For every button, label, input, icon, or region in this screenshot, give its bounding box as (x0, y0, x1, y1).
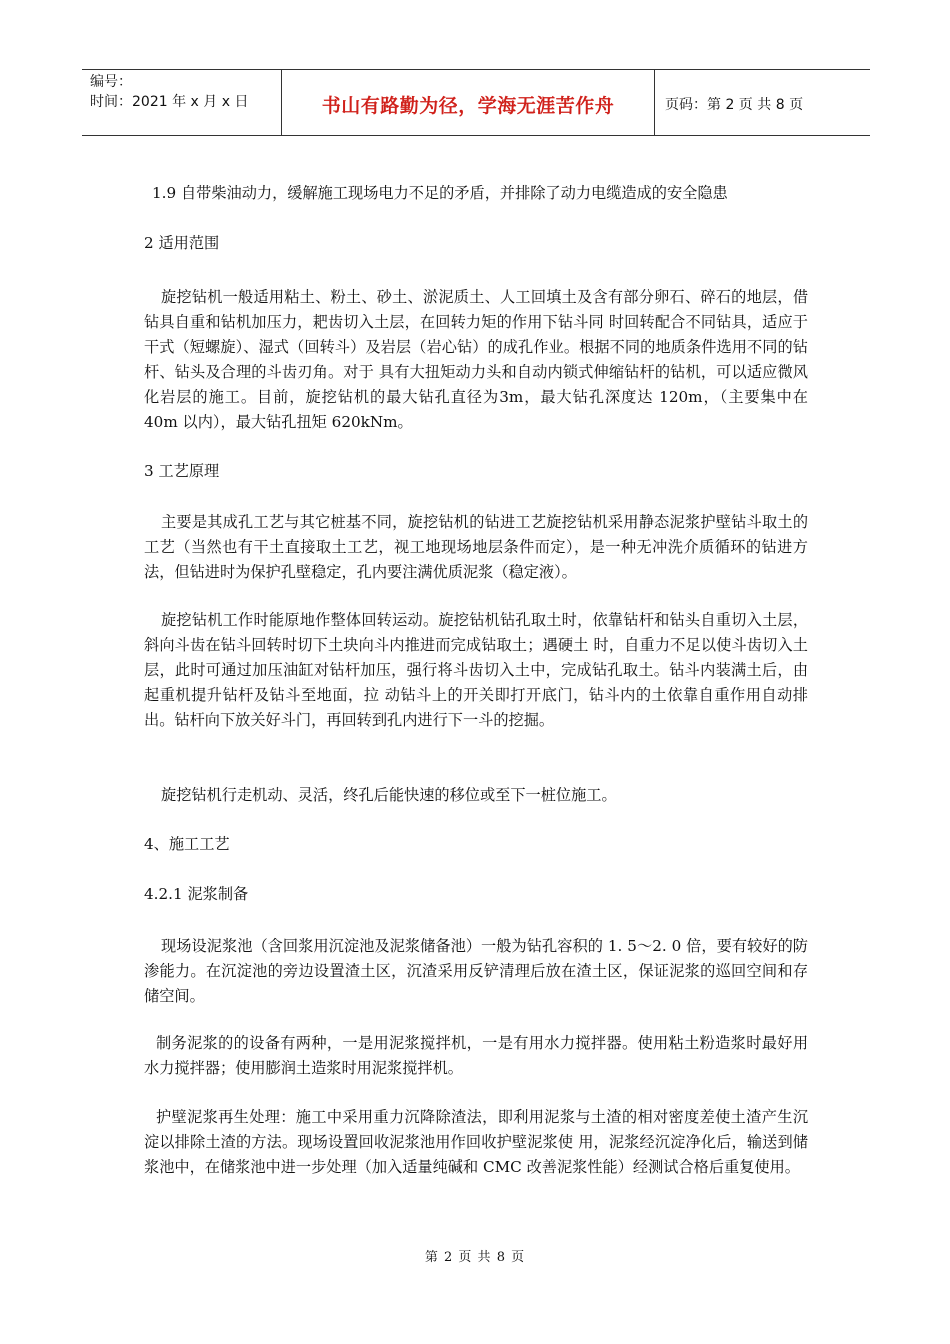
paragraph-operation: 旋挖钻机工作时能原地作整体回转运动。旋挖钻机钻孔取土时，依靠钻杆和钻头自重切入土层，斜向斗齿在钻斗回转时切下土块向斗内推进而完成钻取土；遇硬土 时，自重力不足以使斗齿切入土层，此时可通过加压油缸对钻杆加压，强行将斗齿切入土中，完成钻孔取土。钻斗内装满土后，由起重机提升钻杆及钻斗至地面，拉 动钻斗上的开关即打开底门，钻斗内的土依靠自重作用自动排出。钻杆向下放关好斗门，再回转到孔内进行下一斗的挖掘。 (144, 611, 808, 729)
header-meta-cell (82, 70, 282, 135)
paragraph-principle: 主要是其成孔工艺与其它桩基不同，旋挖钻机的钻进工艺旋挖钻机采用静态泥浆护壁钻斗取土的工艺（当然也有干土直接取土工艺，视工地现场地层条件而定），是一种无冲洗介质循环的钻进方法，但钻进时为保护孔壁稳定，孔内要注满优质泥浆（稳定液）。 (144, 513, 808, 581)
paragraph-mobility: 旋挖钻机行走机动、灵活，终孔后能快速的移位或至下一桩位施工。 (161, 786, 617, 804)
section-heading-4: 4、施工工艺 (144, 835, 230, 853)
section-heading-2: 2 适用范围 (144, 234, 220, 252)
paragraph-mud-equipment: 制务泥浆的的设备有两种，一是用泥浆搅拌机，一是有用水力搅拌器。使用粘土粉造浆时最好用水力搅拌器；使用膨润土造浆时用泥浆搅拌机。 (144, 1034, 808, 1077)
document-header (82, 69, 870, 136)
section-heading-3: 3 工艺原理 (144, 462, 220, 480)
page-footer: 第 2 页 共 8 页 (424, 1250, 526, 1265)
paragraph-mud-pit: 现场设泥浆池（含回浆用沉淀池及泥浆储备池）一般为钻孔容积的 1. 5～2. 0 倍，要有较好的防渗能力。在沉淀池的旁边设置渣土区，沉渣采用反铲清理后放在渣土区，保证泥浆的巡回空间和存储空间。 (144, 937, 808, 1005)
paragraph-mud-recycling: 护壁泥浆再生处理：施工中采用重力沉降除渣法，即利用泥浆与土渣的相对密度差使土渣产生沉淀以排除土渣的方法。现场设置回收泥浆池用作回收护壁泥浆使 用，泥浆经沉淀净化后，输送到储浆池中，在储浆池中进一步处理（加入适量纯碱和 CMC 改善泥浆性能）经测试合格后重复使用。 (144, 1108, 808, 1176)
header-motto: 书山有路勤为径，学海无涯苦作舟 (282, 70, 655, 135)
document-date-label: 时间：2021 年 x 月 x 日 (90, 94, 249, 110)
header-page-label: 页码：第 2 页 共 8 页 (665, 96, 804, 113)
paragraph-1-9: 1.9 自带柴油动力，缓解施工现场电力不足的矛盾，并排除了动力电缆造成的安全隐患 (152, 184, 728, 202)
paragraph-scope: 旋挖钻机一般适用粘土、粉土、砂土、淤泥质土、人工回填土及含有部分卵石、碎石的地层，借钻具自重和钻机加压力，耙齿切入土层，在回转力矩的作用下钻斗同 时回转配合不同钻具，适应于干式（短螺旋）、湿式（回转斗）及岩层（岩心钻）的成孔作业。根据不同的地质条件选用不同的钻杆、钻头及合理的斗齿刃角。对于 具有大扭矩动力头和自动内锁式伸缩钻杆的钻机，可以适应微风化岩层的施工。目前，旋挖钻机的最大钻孔直径为3m，最大钻孔深度达 120m，（主要集中在 40m 以内），最大钻孔扭矩 620kNm。 (144, 288, 808, 431)
section-heading-4-2-1: 4.2.1 泥浆制备 (144, 885, 249, 903)
document-number-label: 编号： (90, 74, 132, 90)
